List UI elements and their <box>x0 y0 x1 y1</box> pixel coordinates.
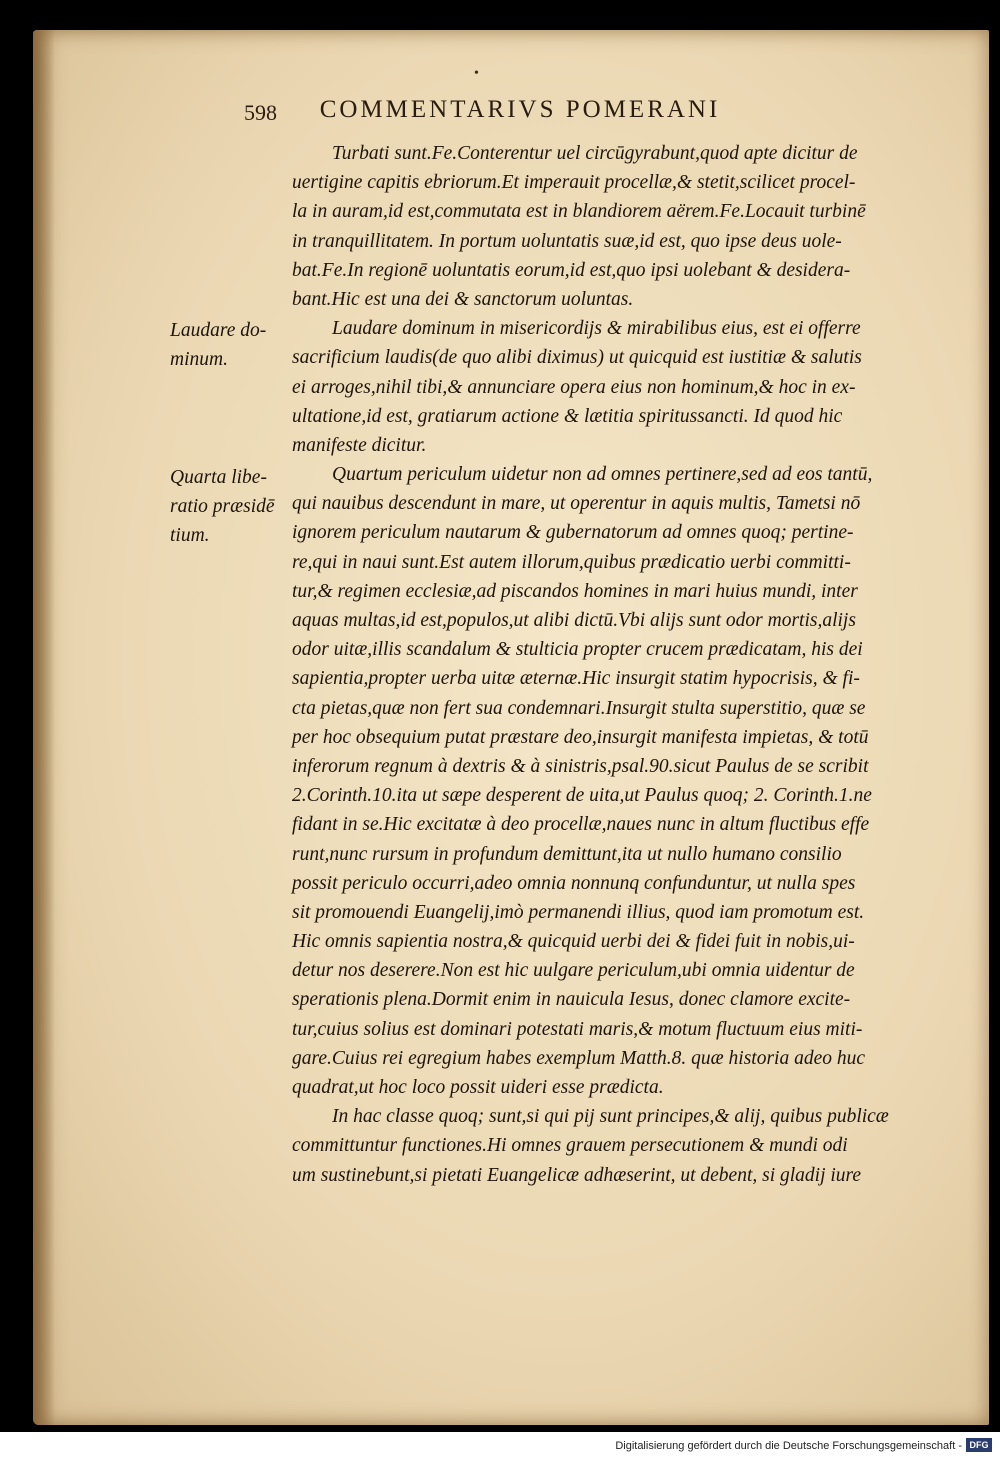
text-line: tur,cuius solius est dominari potestati maris,& motum fluctuum eius miti- <box>292 1018 863 1040</box>
text-line: bat.Fe.In regionē uoluntatis eorum,id est,quo ipsi uolebant & desidera- <box>292 259 851 281</box>
text-line: tur,& regimen ecclesiæ,ad piscandos homines in mari huius mundi, inter <box>292 580 858 602</box>
text-line: aquas multas,id est,populos,ut alibi dictū.Vbi alijs sunt odor mortis,alijs <box>292 610 856 631</box>
text-line: in tranquillitatem. In portum uoluntatis suæ,id est, quo ipse deus uole- <box>292 230 842 252</box>
text-line: manifeste dicitur. <box>292 434 427 456</box>
main-text-block <box>292 139 944 1190</box>
text-line: qui nauibus descendunt in mare, ut operentur in aquis multis, Tametsi nō <box>292 493 861 515</box>
text-line: Hic omnis sapientia nostra,& quicquid uerbi dei & fidei fuit in nobis,ui- <box>292 931 855 953</box>
text-line: gare.Cuius rei egregium habes exemplum Matth.8. quæ historia adeo huc <box>292 1047 866 1069</box>
text-line: quadrat,ut hoc loco possit uideri esse prædicta. <box>292 1077 664 1098</box>
text-line: Turbati sunt.Fe.Conterentur uel circūgyrabunt,quod apte dicitur de <box>332 143 858 164</box>
text-line: sit promouendi Euangelij,imò permanendi illius, quod iam promotum est. <box>292 901 865 923</box>
page-gutter-shadow <box>33 30 55 1425</box>
running-head: COMMENTARIVS POMERANI <box>319 96 721 123</box>
text-line: cta pietas,quæ non fert sua condemnari.Insurgit stulta superstitio, quæ se <box>292 697 866 719</box>
text-line: bant.Hic est una dei & sanctorum uoluntas. <box>292 288 634 310</box>
margin-note-line: tium. <box>170 525 210 547</box>
margin-note-laudare <box>170 316 290 374</box>
text-line: detur nos deserere.Non est hic uulgare periculum,ubi omnia uidentur de <box>292 960 855 982</box>
text-line: runt,nunc rursum in profundum demittunt,ita ut nullo humano consilio <box>292 843 842 865</box>
digitization-footer <box>0 1432 1000 1462</box>
margin-note-line: Quarta libe- <box>170 467 267 488</box>
text-line: possit periculo occurri,adeo omnia nonnunq confunduntur, ut nulla spes <box>292 872 856 894</box>
page-ornament: • <box>474 66 479 81</box>
text-line: 2.Corinth.10.ita ut sæpe desperent de uita,ut Paulus quoq; 2. Corinth.1.ne <box>292 785 872 807</box>
page-number: 598 <box>244 100 277 125</box>
text-line: ignorem periculum nautarum & gubernatorum ad omnes quoq; pertine- <box>292 522 854 544</box>
text-line: la in auram,id est,commutata est in blandiorem aërem.Fe.Locauit turbinē <box>292 201 866 223</box>
text-line: committuntur functiones.Hi omnes grauem persecutionem & mundi odi <box>292 1135 848 1157</box>
margin-note-quarta <box>170 463 290 551</box>
text-line: per hoc obsequium putat præstare deo,insurgit manifesta impietas, & totū <box>292 726 869 748</box>
funding-credit: Digitalisierung gefördert durch die Deutsche Forschungsgemeinschaft - <box>615 1440 962 1452</box>
text-line: fidant in se.Hic excitatæ à deo procellæ,naues nunc in altum fluctibus effe <box>292 814 870 836</box>
text-line: Laudare dominum in misericordijs & mirabilibus eius, est ei offerre <box>332 318 861 340</box>
text-line: re,qui in naui sunt.Est autem illorum,quibus prædicatio uerbi committi- <box>292 551 851 573</box>
margin-note-line: ratio præsidē <box>170 496 275 518</box>
margin-note-line: Laudare do- <box>170 320 267 341</box>
text-line: Quartum periculum uidetur non ad omnes pertinere,sed ad eos tantū, <box>332 464 873 486</box>
text-line: um sustinebunt,si pietati Euangelicæ adhæserint, ut debent, si gladij iure <box>292 1164 862 1186</box>
dfg-logo-icon: DFG <box>966 1438 992 1452</box>
text-line: sperationis plena.Dormit enim in nauicula Iesus, donec clamore excite- <box>292 989 851 1011</box>
text-line: ei arroges,nihil tibi,& annunciare opera eius non hominum,& hoc in ex- <box>292 376 856 398</box>
text-line: sapientia,propter uerba uitæ æternæ.Hic insurgit statim hypocrisis, & fi- <box>292 668 860 690</box>
text-line: ultatione,id est, gratiarum actione & lætitia spiritussancti. Id quod hic <box>292 405 843 427</box>
margin-note-line: minum. <box>170 349 228 371</box>
text-line: In hac classe quoq; sunt,si qui pij sunt principes,& alij, quibus publicæ <box>332 1106 889 1128</box>
text-line: sacrificium laudis(de quo alibi diximus) ut quicquid est iustitiæ & salutis <box>292 347 862 369</box>
text-line: odor uitæ,illis scandalum & stulticia propter crucem prædicatam, his dei <box>292 639 863 661</box>
text-line: inferorum regnum à dextris & à sinistris,psal.90.sicut Paulus de se scribit <box>292 755 869 777</box>
text-line: uertigine capitis ebriorum.Et imperauit procellæ,& stetit,scilicet procel- <box>292 172 856 194</box>
